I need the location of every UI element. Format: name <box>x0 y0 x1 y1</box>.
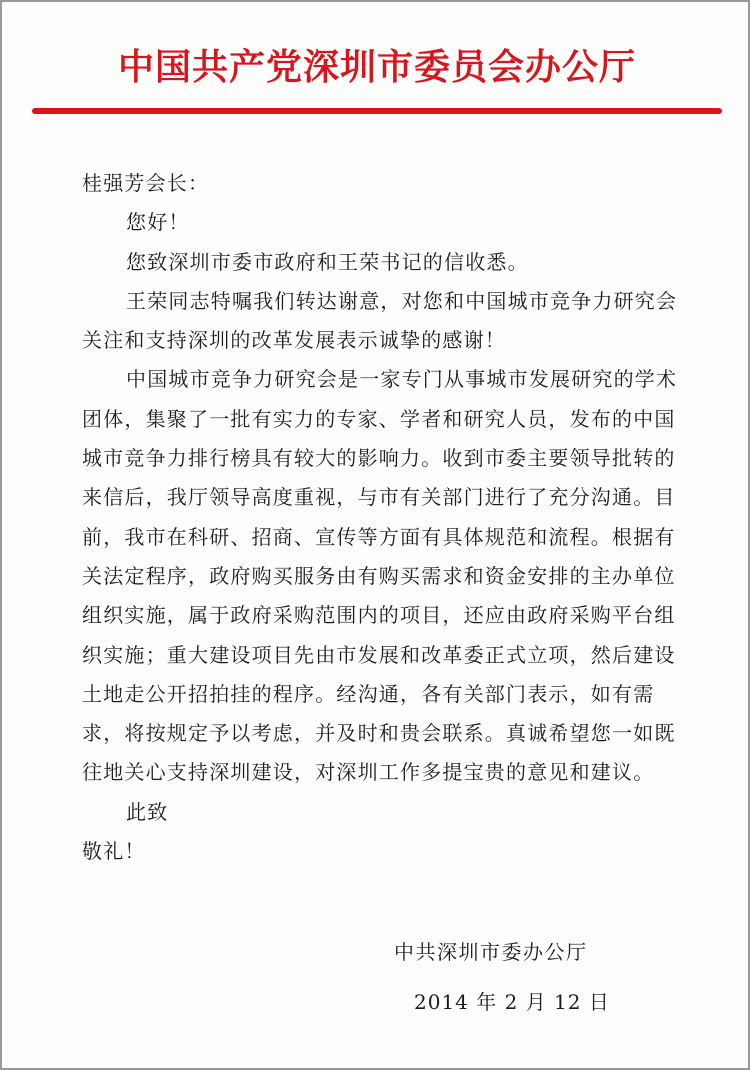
letterhead-title: 中国共产党深圳市委员会办公厅 <box>117 47 636 88</box>
letter-closing-jingli: 敬礼！ <box>82 839 146 864</box>
letter-paragraph: 您致深圳市委市政府和王荣书记的信收悉。 <box>126 249 529 274</box>
letter-body <box>82 164 682 871</box>
letter-signature: 中共深圳市委办公厅 <box>394 940 588 964</box>
letter-closing-cizhi: 此致 <box>126 799 169 824</box>
letter-date: 2014 年 2 月 12 日 <box>414 990 610 1014</box>
letter-greeting: 您好！ <box>126 210 190 235</box>
letter-paragraph: 王荣同志特嘱我们转达谢意，对您和中国城市竞争力研究会关注和支持深圳的改革发展表示诚挚的感谢！ <box>82 288 678 353</box>
letter-salutation: 桂强芳会长： <box>82 171 210 195</box>
letter-paragraph: 中国城市竞争力研究会是一家专门从事城市发展研究的学术团体，集聚了一批有实力的专家、学者和研究人员，发布的中国城市竞争力排行榜具有较大的影响力。收到市委主要领导批转的来信后，我厅领导高度重视，与市有关部门进行了充分沟通。目前，我市在科研、招商、宣传等方面有具体规范和流程。根据有关法定程序，政府购买服务由有购买需求和资金安排的主办单位组织实施，属于政府采购范围内的项目，还应由政府采购平台组织实施；重大建设项目先由市发展和改革委正式立项，然后建设土地走公开招拍挂的程序。经沟通，各有关部门表示，如有需求，将按规定予以考虑，并及时和贵会联系。真诚希望您一如既往地关心支持深圳建设，对深圳工作多提宝贵的意见和建议。 <box>82 367 678 785</box>
letterhead-red-rule <box>32 108 722 114</box>
